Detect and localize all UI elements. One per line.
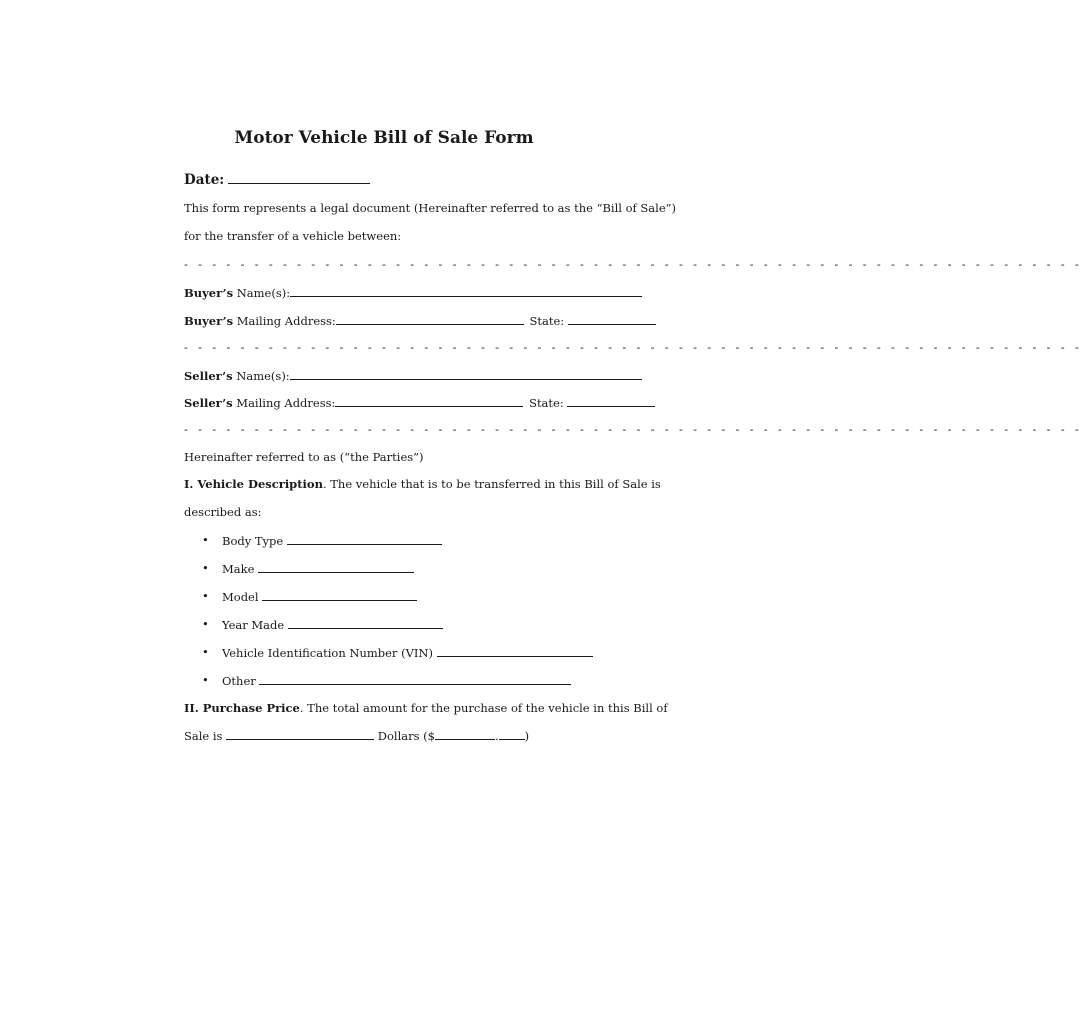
seller-address-label: Mailing Address:	[232, 396, 336, 410]
seller-address-label-bold: Seller’s	[184, 396, 233, 410]
model-field[interactable]	[262, 589, 417, 601]
date-label: Date:	[184, 172, 225, 188]
seller-address-field[interactable]	[335, 395, 523, 407]
body-type-label: Body Type	[222, 534, 284, 548]
bullet-icon: •	[202, 561, 209, 575]
buyer-address-field[interactable]	[336, 313, 524, 325]
section-1-line-2: described as:	[184, 505, 262, 519]
body-type-field[interactable]	[287, 533, 442, 545]
other-label: Other	[222, 674, 256, 688]
seller-state-field[interactable]	[567, 395, 655, 407]
bullet-icon: •	[202, 617, 209, 631]
buyer-name-row	[184, 285, 642, 300]
model-label: Model	[222, 590, 259, 604]
section-1-text: . The vehicle that is to be transferred in this Bill of Sale is	[322, 477, 661, 491]
seller-name-field[interactable]	[290, 368, 642, 380]
date-field[interactable]	[228, 172, 370, 184]
buyer-address-row	[184, 313, 656, 328]
buyer-state-field[interactable]	[568, 313, 656, 325]
closing-paren: )	[524, 729, 530, 743]
price-dollars-field[interactable]	[435, 728, 495, 740]
year-made-label: Year Made	[222, 618, 285, 632]
list-item	[222, 561, 414, 576]
list-item	[222, 589, 417, 604]
section-2-heading: II. Purchase Price	[184, 701, 300, 715]
bullet-icon: •	[202, 533, 209, 547]
make-field[interactable]	[258, 561, 414, 573]
seller-name-label: Name(s):	[232, 369, 290, 383]
bullet-icon: •	[202, 673, 209, 687]
section-1-heading: I. Vehicle Description	[184, 477, 323, 491]
price-cents-field[interactable]	[499, 728, 525, 740]
buyer-address-label-bold: Buyer’s	[184, 314, 234, 328]
section-1-line-1	[184, 477, 661, 491]
make-label: Make	[222, 562, 255, 576]
parties-line: Hereinafter referred to as (“the Parties”)	[184, 450, 424, 464]
dollars-label: Dollars ($	[377, 729, 435, 743]
date-row	[184, 172, 370, 188]
section-2-line-2	[184, 728, 529, 743]
vin-label: Vehicle Identification Number (VIN)	[222, 646, 433, 660]
list-item	[222, 673, 571, 688]
list-item	[222, 645, 593, 660]
seller-state-label: State:	[529, 396, 564, 410]
divider-dashes: - - - - - - - - - - - - - - - - - - - - - - - - - - - - - - - - - - - - - - - - - - - - - - - - - - - - - - - - - - - - - - - -	[184, 340, 1082, 354]
other-field[interactable]	[259, 673, 571, 685]
intro-line-1: This form represents a legal document (Hereinafter referred to as the “Bill of Sale”)	[184, 201, 677, 215]
price-words-field[interactable]	[226, 728, 374, 740]
sale-is-label: Sale is	[184, 729, 223, 743]
seller-name-label-bold: Seller’s	[184, 369, 233, 383]
bullet-icon: •	[202, 589, 209, 603]
seller-address-row	[184, 395, 655, 410]
section-2-text: . The total amount for the purchase of the vehicle in this Bill of	[299, 701, 668, 715]
buyer-name-label: Name(s):	[233, 286, 291, 300]
section-2-line-1	[184, 701, 668, 715]
page-title: Motor Vehicle Bill of Sale Form	[234, 128, 534, 148]
intro-line-2: for the transfer of a vehicle between:	[184, 229, 402, 243]
buyer-state-label: State:	[529, 314, 565, 328]
divider-dashes: - - - - - - - - - - - - - - - - - - - - - - - - - - - - - - - - - - - - - - - - - - - - - - - - - - - - - - - - - - - - - - - -	[184, 422, 1082, 436]
vin-field[interactable]	[437, 645, 593, 657]
buyer-address-label: Mailing Address:	[233, 314, 336, 328]
list-item	[222, 533, 442, 548]
divider-dashes: - - - - - - - - - - - - - - - - - - - - - - - - - - - - - - - - - - - - - - - - - - - - - - - - - - - - - - - - - - - - - - - -	[184, 257, 1082, 271]
decimal-point: .	[494, 729, 499, 743]
buyer-name-label-bold: Buyer’s	[184, 286, 234, 300]
list-item	[222, 617, 443, 632]
year-made-field[interactable]	[288, 617, 443, 629]
seller-name-row	[184, 368, 642, 383]
bullet-icon: •	[202, 645, 209, 659]
buyer-name-field[interactable]	[290, 285, 642, 297]
